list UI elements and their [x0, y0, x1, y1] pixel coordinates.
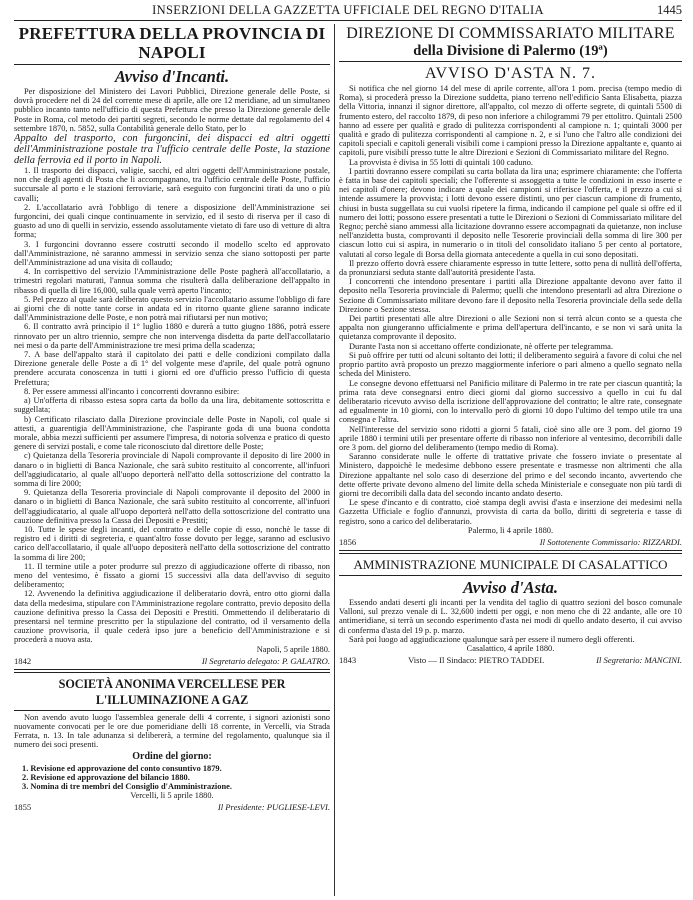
- municipale-text-2: Sarà poi luogo ad aggiudicazione qualunque sarà per essere il numero degli offerenti.: [349, 634, 635, 644]
- prefettura-date: Napoli, 5 aprile 1880.: [256, 644, 330, 654]
- prefettura-item: 4. In corrispettivo del servizio l'Amministrazione delle Poste pagherà all'accollatario, a trimestri regolari maturati, l'annua somma che risulterà dalla deliberazione dell'appalto in ribasso di quella di lire 16,000, sulla quale verrà aperto l'incanto;: [14, 267, 330, 295]
- commissariato-paragraph: Si notifica che nel giorno 14 del mese di aprile corrente, all'ora 1 pom. precisa (tempo medio di Roma), si procederà presso la Direzione suddetta, piano terreno nell'edificio Santa Elisabetta, piazza della Vittoria, innanzi il signor direttore, all'appalto, col mezzo di offerte segrete, di quintali 5500 di frumento estero, del raccolto 1879, di peso non inferiore a chilogrammi 79 per ettolitro. Quintali 2500 hanno ad essere per qualità e grado di pulitezza corrispondenti al campione n. 1; quintali 3000 per qualità e grado di pulitezza corrispondenti al campione n. 2, e si l'uno che l'altro alle condizioni dei capitoli speciali e capitoli generali visibili come i campioni presso la Direzione appaltante e, quanto ai capitoli, pure visibili presso tutte le altre Direzioni e Sezioni di Commissariato militare del Regno.: [339, 84, 682, 158]
- commissariato-paragraph: Le consegne devono effettuarsi nel Panificio militare di Palermo in tre rate per ciascun quantità; la prima rata deve consegnarsi entro dieci giorni dal giorno successivo a quello in cui fu dal deliberatario ricevuto avviso della iscrizione dell'approvazione del contratto; le altre rate, consegnate ad egualmente in 10 giorni, con lo intervallo però di giorni 10 dopo l'ultimo del tempo utile tra una consegna e l'altra.: [339, 378, 682, 425]
- societa-notice: [14, 676, 330, 813]
- commissariato-paragraph: Saranno considerate nulle le offerte di trattative private che fossero inviate o presentate al Ministero, dappoichè le medesime debbono essere presentate e trasmesse non altrimenti che alla Direzione appaltante nel solo caso di deserzione del primo e del secondo incanto, avvertendo che dette offerte private devono almeno del limite della scheda Ministeriale e conseguate non più tardi di giorni tre decorribili dalla data del secondo incanto andato deserto.: [339, 452, 682, 498]
- societa-title: SOCIETÀ ANONIMA VERCELLESE PER L'ILLUMINAZIONE A GAZ: [58, 676, 286, 707]
- ordine-item: 3. Nomina di tre membri del Consiglio d'Amministrazione.: [22, 782, 232, 791]
- municipale-notice: [339, 557, 682, 665]
- prefettura-item: a) Un'offerta di ribasso estesa sopra carta da bollo da una lira, debitamente sottoscritta e suggellata;: [14, 396, 330, 415]
- prefettura-item: 1. Il trasporto dei dispacci, valigie, sacchi, ed altri oggetti dell'Amministrazione postale, non che degli agenti di Posta che li accompagnano, tra l'ufficio centrale delle Poste, l'ufficio succursale al porto e le stazioni ferroviarie, sarà eseguito con furgoncini tirati da uno o più cavalli;: [14, 166, 330, 203]
- prefettura-item: c) Quietanza della Tesoreria provinciale di Napoli comprovante il deposito di lire 2000 in danaro o in biglietti di Banca Nazionale, che sarà subito restituito al concorrente, all'infuori dell'aggiudicatario, al quale all'uopo deporterà nell'atto della sottoscrizione del contratto la somma di lire 2000;: [14, 451, 330, 488]
- commissariato-avviso-heading: AVVISO D'ASTA N. 7.: [425, 65, 596, 82]
- prefettura-appalto-subject: Appalto del trasporto, con furgoncini, dei dispacci ed altri oggetti dell'Amministrazione postale tra l'ufficio centrale delle Poste, la stazione della ferrovia ed il porto in Napoli.: [14, 133, 330, 167]
- ordine-item: 1. Revisione ed approvazione del conto consuntivo 1879.: [22, 763, 222, 773]
- divider: [14, 64, 330, 65]
- commissariato-title: DIREZIONE DI COMMISSARIATO MILITARE: [346, 25, 675, 42]
- divider: [339, 61, 682, 62]
- commissariato-signature: Il Sottotenente Commissario: RIZZARDI.: [539, 536, 682, 547]
- commissariato-paragraph: I partiti dovranno essere compilati su carta bollata da lira una; esprimere chiaramente: che l'offerta è fatta in base dei capitoli speciali; che l'offerente si assoggetta a tutte le condizioni in esso inserte e nei capitoli d'onere; devono indicare a quale dei campioni si riferisce l'offerta, e il prezzo a cui si intende assumere la provvista; i lotti devono essere distinti, uno per ciascun campione di frumento, chiusi in busta suggellata su cui vuolsi ripetere la firma, indicando il campione pel quale si offre ed il numero dei lotti; possono essere presentati a tutte le Direzioni o Sezioni di Commissariato militare del Regno; perchè siano ammessi alla licitazione dovranno essere accompagnati da quietanze, non incluse nell'anzidetta busta, comprovanti il deposito nelle Tesorerie provinciali della somma di lire 300 per ciascun lotto cui si aspira, in numerario o in titoli del consolidato italiano 5 per cento al portatore, valutati al corso legale di Borsa della giornata antecedente a quella in cui sono depositati.: [339, 166, 682, 259]
- commissariato-paragraph: Durante l'asta non si accettano offerte condizionate, nè offerte per telegramma.: [349, 341, 613, 351]
- column-divider: [334, 24, 335, 896]
- prefettura-item: 8. Per essere ammessi all'incanto i concorrenti dovranno esibire:: [24, 386, 240, 396]
- prefettura-item: b) Certificato rilasciato dalla Direzione provinciale delle Poste in Napoli, col quale si attesti, a guarentigia dell'Amministrazione, che l'aspirante goda di una buona condotta morale, abbia mezzi sufficienti per assumere l'impresa, di notoria solvenza e pratico di questo genere di servizi postali, e come tale riconosciuto dal direttore delle Poste;: [14, 414, 330, 452]
- commissariato-paragraph: La provvista è divisa in 55 lotti di quintali 100 caduno.: [349, 157, 533, 167]
- prefettura-notice: [14, 24, 330, 666]
- commissariato-date: Palermo, li 4 aprile 1880.: [467, 525, 554, 535]
- secretary-signature: Il Segretario: MANCINI.: [596, 655, 682, 666]
- right-column: [339, 24, 682, 894]
- notice-number: 1843: [339, 655, 357, 666]
- divider: [339, 550, 682, 554]
- left-column: [14, 24, 330, 894]
- prefettura-intro: Per disposizione del Ministero dei Lavori Pubblici, Direzione generale delle Poste, si dovrà procedere nel di 24 del corrente mese di aprile, alle ore 12 meridiane, ad un simultaneo pubblico incanto tanto nell'ufficio di questa Prefettura che presso la Direzione generale delle Poste in Roma, col metodo dei partiti segreti, secondo le norme dettate dal regolamento del 4 settembre 1870, n. 5852, sulla Contabilità generale dello Stato, per lo: [14, 87, 330, 133]
- prefettura-title: PREFETTURA DELLA PROVINCIA DI NAPOLI: [18, 24, 326, 62]
- commissariato-paragraph: Dei partiti presentati alle altre Direzioni o alle Sezioni non si terrà alcun conto se a questa che appalta non giungeranno ufficialmente e prima dell'apertura dell'incanto, e se non vi sarà unita la quietanza comprovante il deposito.: [339, 314, 682, 342]
- notice-number: 1855: [14, 802, 32, 813]
- page-header: [14, 2, 682, 21]
- municipale-title: AMMINISTRAZIONE MUNICIPALE DI CASALATTICO: [353, 556, 668, 572]
- prefettura-item: 10. Tutte le spese degli incanti, del contratto e delle copie di esso, nonchè le tasse di registro ed i diritti di segreteria, e quant'altro fosse dovuto per legge, saranno ad esclusivo carico dell'accollatario, il quale all'uopo depositerà nell'atto della sottoscrizione del contratto la somma di lire 200;: [14, 524, 330, 562]
- page-number: 1445: [657, 3, 682, 17]
- commissariato-signature-line: [339, 537, 682, 547]
- commissariato-paragraph: Si può offrire per tutti od alcuni soltanto dei lotti; il deliberamento seguirà a favore di colui che nel proprio partito avrà proposto un prezzo maggiormente inferiore o pari almeno a quello segnato nella scheda del Ministero.: [339, 350, 682, 379]
- commissariato-paragraph: Il prezzo offerto dovrà essere chiaramente espresso in tutte lettere, sotto pena di nullità dell'offerta, da pronunziarsi seduta stante dall'autorità presidente l'asta.: [339, 258, 682, 278]
- prefettura-item: 12. Avvenendo la definitiva aggiudicazione il deliberatario dovrà, entro otto giorni dalla data della medesima, stipulare con l'Amministrazione regolare contratto, previo deposito della cauzione definitiva presso la Cassa dei Depositi e Prestiti. Ommettendo il deliberatario di presentarsi nel termine prescritto per la stipulazione del contratto, od il versamento della cauzione provvisoria, il quale cederà ipso jure a beneficio dell'Amministrazione e si procederà a nuova asta.: [14, 589, 330, 645]
- commissariato-paragraph: I concorrenti che intendono presentare i partiti alla Direzione appaltante devono aver fatto il deposito nella Tesoreria provinciale di Palermo; quelli che intendono presentarli ad altra Direzione o Sezione di Commissariato militare devono fare il deposito nella Tesoreria provinciale della sede della Direzione o Sezione stessa.: [339, 277, 682, 314]
- societa-text: Non avendo avuto luogo l'assemblea generale delli 4 corrente, i signori azionisti sono nuovamente convocati per le ore due pomeridiane delli 18 corrente, in Vercelli, via Strada Ferrata, n. 13. In tale adunanza si delibererà, a termine del regolamento, qualunque sia il numero dei soci presenti.: [14, 712, 330, 750]
- ordine-del-giorno-heading: Ordine del giorno:: [132, 750, 212, 762]
- commissariato-notice: [339, 24, 682, 547]
- prefettura-item: 7. A base dell'appalto starà il capitolato dei patti e delle condizioni compilato dalla Direzione generale delle Poste a dì 1° del volgente mese d'aprile, del quale potrà ognuno prendere accurata conoscenza in tutti i giorni ed ore d'ufficio presso l'ufficio di questa Prefettura;: [14, 350, 330, 387]
- commissariato-paragraphs: [339, 84, 682, 526]
- prefettura-item: 2. L'accollatario avrà l'obbligo di tenere a disposizione dell'Amministrazione sei furgoncini, dei quali cinque continuamente in servizio, ed il sesto di riserva per il caso di guasto ad uno di quelli in servizio, essendo assolutamente vietato di fare uso di vetture di altra forma;: [14, 202, 330, 240]
- societa-signature: Il Presidente: PUGLIESE-LEVI.: [217, 802, 330, 813]
- gazette-header-title: INSERZIONI DELLA GAZZETTA UFFICIALE DEL REGNO D'ITALIA: [152, 3, 544, 17]
- prefettura-avviso-heading: Avviso d'Incanti.: [114, 67, 230, 86]
- prefettura-signature-line: [14, 656, 330, 666]
- notice-number: 1856: [339, 536, 357, 547]
- municipale-signature-line: [339, 655, 682, 665]
- prefettura-items: [14, 166, 330, 645]
- ordine-item: 2. Revisione ed approvazione del bilancio 1880.: [22, 772, 190, 782]
- divider: [14, 710, 330, 711]
- mayor-signature: Visto — Il Sindaco: PIETRO TADDEI.: [408, 655, 545, 666]
- prefettura-signature: Il Segretario delegato: P. GALATRO.: [201, 655, 330, 666]
- commissariato-paragraph: Nell'interesse del servizio sono ridotti a giorni 5 fatali, cioè sino alle ore 3 pom. del giorno 19 aprile 1880 i termini utili per presentare offerte di ribasso non inferiore al ventesimo, decorribili dalle ore 3 pom. del giorno del deliberamento (tempo medio di Roma).: [339, 424, 682, 452]
- prefettura-item: 6. Il contratto avrà principio il 1° luglio 1880 e durerà a tutto giugno 1886, potrà essere rinnovato per un altro triennio, sempre che non intervenga disdetta da parte dell'accollatario nei mesi o da parte dell'Amministrazione tre mesi prima della scadenza;: [14, 322, 330, 350]
- municipale-date: Casalattico, 4 aprile 1880.: [466, 643, 555, 653]
- prefettura-item: 11. Il termine utile a poter produrre sul prezzo di aggiudicazione offerte di ribasso, non meno del ventesimo, è fissato a giorni 15 successivi alla data dell'avviso di seguito deliberamento;: [14, 561, 330, 590]
- municipale-text: Essendo andati deserti gli incanti per la vendita del taglio di quattro sezioni del bosco comunale Valloni, sul prezzo venale di L. 32,600 indetti per oggi, e non meno che di 22 andante, alle ore 10 antimeridiane, si terrà un secondo esperimento d'asta nei modi di quello andato deserto, il cui avviso di conferma d'asta del 19 p. p. marzo.: [339, 597, 682, 635]
- ordine-del-giorno-list: [14, 764, 330, 792]
- commissariato-paragraph: Le spese d'incanto e di contratto, cioè stampa degli avvisi d'asta e inserzione dei medesimi nella Gazzetta Ufficiale e foglio d'annunzi, provvista di carta da bollo, diritti di segreteria e tasse di registro, sono a carico del deliberatario.: [339, 498, 682, 526]
- societa-signature-line: [14, 802, 330, 812]
- prefettura-item: 3. I furgoncini dovranno essere costrutti secondo il modello scelto ed approvato dall'Amministrazione, nè saranno ammessi in servizio senza che siano sottoposti per parte dell'Amministrazione ad una visita di collaudo;: [14, 239, 330, 268]
- divider: [339, 575, 682, 576]
- prefettura-item: 5. Pel prezzo al quale sarà deliberato questo servizio l'accollatario assume l'obbligo di fare ai giorni che di notte tante corse in andata ed in ritorno quante gliene saranno indicate dall'Amministrazione delle Poste, e non potrà mai rifiutarsi per nun motivo;: [14, 294, 330, 323]
- municipale-avviso-heading: Avviso d'Asta.: [462, 577, 559, 597]
- notice-number: 1842: [14, 655, 32, 666]
- societa-date: Vercelli, li 5 aprile 1880.: [130, 791, 214, 801]
- divider: [14, 669, 330, 673]
- prefettura-item: 9. Quietanza della Tesoreria provinciale di Napoli comprovante il deposito del 2000 in danaro o in biglietti di Banca Nazionale, che sarà subito restituito al concorrente, all'infuori dell'aggiudicatario, al quale all'uopo deporterà nell'atto della sottoscrizione del contratto una cauzione definitiva presso la Cassa dei Depositi e Prestiti;: [14, 488, 330, 525]
- commissariato-subtitle: della Divisione di Palermo (19ª): [413, 43, 608, 59]
